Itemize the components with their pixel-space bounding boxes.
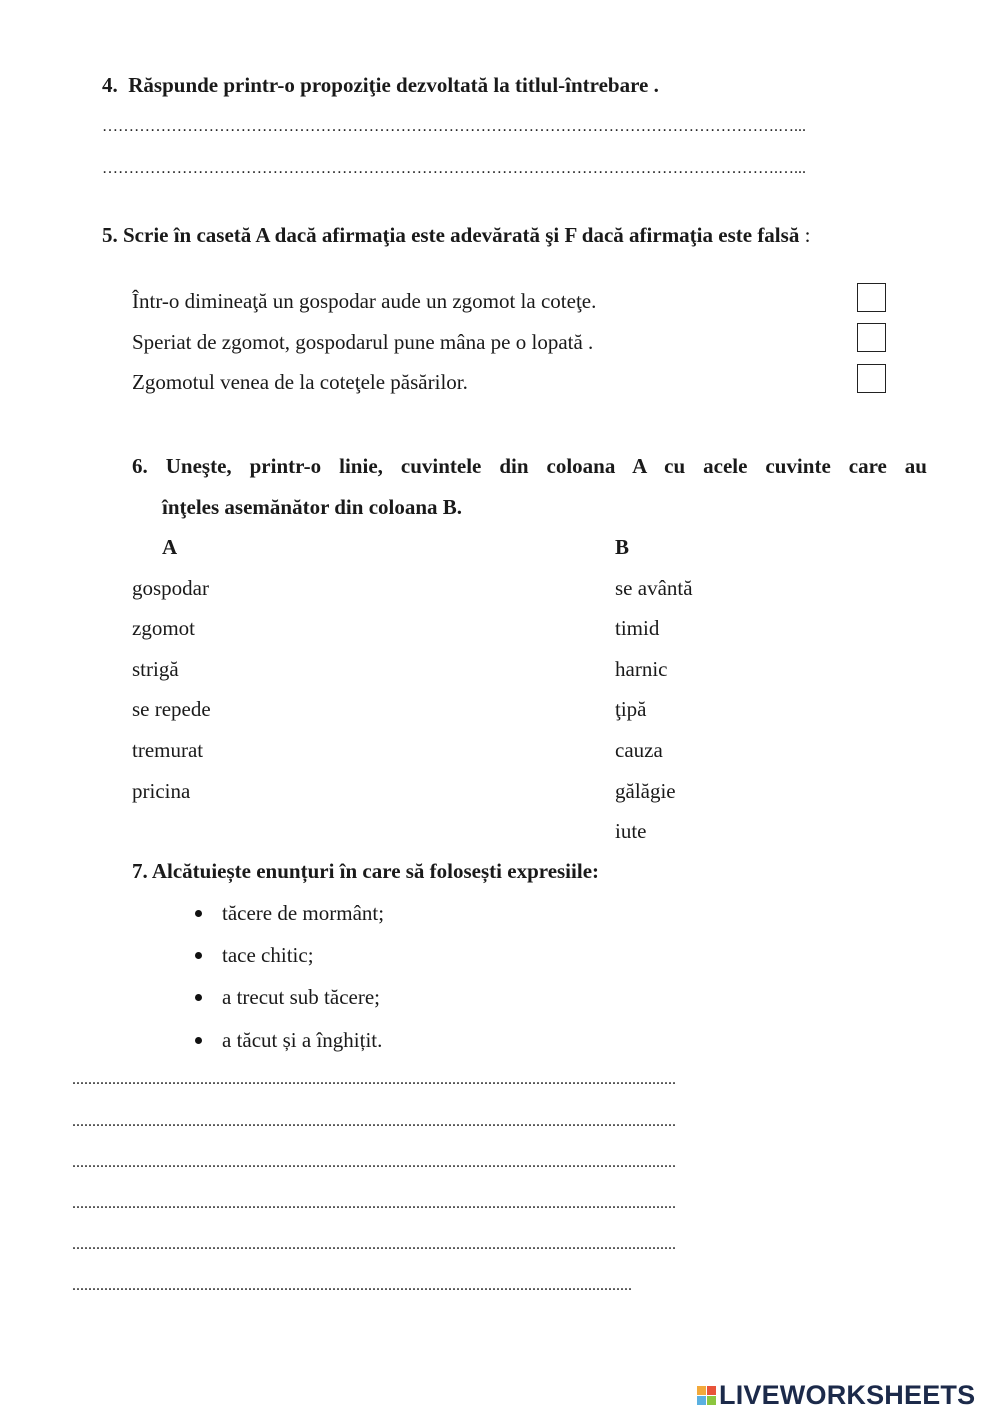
- brand-name: LIVEWORKSHEETS: [719, 1379, 976, 1410]
- q6-col-b-item[interactable]: harnic: [615, 657, 668, 681]
- q6-col-a-item[interactable]: zgomot: [132, 616, 195, 640]
- q6-col-a-item[interactable]: pricina: [132, 779, 191, 803]
- q5-statement-2: Speriat de zgomot, gospodarul pune mâna pe o lopată .: [132, 330, 594, 354]
- q5-statement-1: Într-o dimineaţă un gospodar aude un zgomot la coteţe.: [132, 289, 597, 313]
- q7-expression: a tăcut și a înghițit.: [222, 1028, 383, 1052]
- q7-answer-line-6[interactable]: ............................................................................................................................................: [72, 1277, 632, 1294]
- q4-number: 4.: [102, 73, 118, 97]
- q7-expression: tăcere de mormânt;: [222, 901, 385, 925]
- q5-answer-box-2[interactable]: [857, 323, 886, 352]
- q6-col-a-item[interactable]: gospodar: [132, 576, 209, 600]
- bullet-icon: [195, 1037, 202, 1044]
- bullet-icon: [195, 994, 202, 1001]
- q4-answer-line-2[interactable]: ……………………………………………………………………………………………………………….…...: [102, 160, 806, 177]
- q6-column-b-header: B: [615, 535, 630, 559]
- q7-answer-line-3[interactable]: .......................................................................................................................................................: [72, 1154, 676, 1171]
- q7-answer-line-4[interactable]: .......................................................................................................................................................: [72, 1195, 676, 1212]
- liveworksheets-logo: [697, 1380, 975, 1410]
- q5-text: . Scrie în casetă A dacă afirmaţia este adevărată şi F dacă afirmaţia este falsă: [112, 223, 800, 247]
- q5-answer-box-3[interactable]: [857, 364, 886, 393]
- q6-column-a-header: A: [162, 535, 178, 559]
- q7-answer-line-2[interactable]: .......................................................................................................................................................: [72, 1113, 676, 1130]
- bullet-icon: [195, 910, 202, 917]
- q6-instruction-line-1: 6. Uneşte, printr-o linie, cuvintele din coloana A cu acele cuvinte care au: [132, 454, 927, 478]
- q6-col-a-item[interactable]: strigă: [132, 657, 179, 681]
- q5-title: [102, 223, 810, 248]
- q7-answer-line-5[interactable]: .......................................................................................................................................................: [72, 1236, 676, 1253]
- logo-mark-icon: [697, 1386, 716, 1405]
- q6-col-a-item[interactable]: tremurat: [132, 738, 204, 762]
- q5-suffix: :: [799, 223, 811, 247]
- q6-col-b-item[interactable]: timid: [615, 616, 660, 640]
- q6-col-b-item[interactable]: ţipă: [615, 697, 647, 721]
- q7-answer-line-1[interactable]: .......................................................................................................................................................: [72, 1071, 676, 1088]
- q5-statement-3: Zgomotul venea de la coteţele păsărilor.: [132, 370, 468, 394]
- q5-number: 5: [102, 223, 113, 247]
- q6-col-b-item[interactable]: se avântă: [615, 576, 693, 600]
- bullet-icon: [195, 952, 202, 959]
- q6-col-b-item[interactable]: cauza: [615, 738, 663, 762]
- q6-col-b-item[interactable]: gălăgie: [615, 779, 676, 803]
- q7-instruction: 7. Alcătuiește enunțuri în care să folosești expresiile:: [132, 859, 600, 883]
- q4-text: Răspunde printr-o propoziţie dezvoltată la titlul-întrebare .: [128, 73, 659, 97]
- q4-answer-line-1[interactable]: ……………………………………………………………………………………………………………….…...: [102, 118, 806, 135]
- q5-answer-box-1[interactable]: [857, 283, 886, 312]
- q6-col-b-item[interactable]: iute: [615, 819, 647, 843]
- q6-instruction-line-2: înţeles asemănător din coloana B.: [162, 495, 463, 519]
- q6-col-a-item[interactable]: se repede: [132, 697, 211, 721]
- q4-title: [102, 73, 659, 98]
- q7-expression: a trecut sub tăcere;: [222, 985, 380, 1009]
- q7-expression: tace chitic;: [222, 943, 314, 967]
